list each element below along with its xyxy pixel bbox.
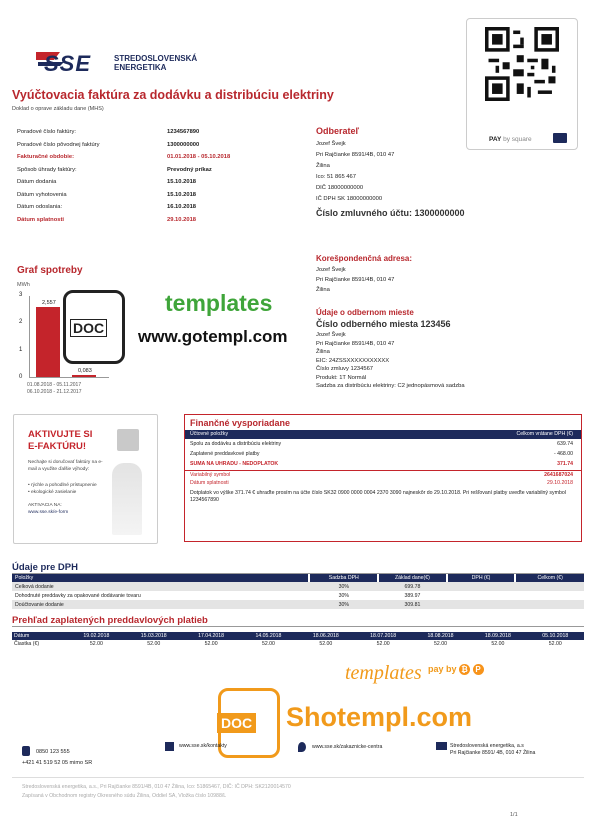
chart-category-label: 01.08.2018 - 05.11.2017 bbox=[27, 382, 82, 388]
place-lines bbox=[316, 331, 586, 391]
bottom-pay-by bbox=[428, 664, 484, 675]
payments-header-cell: 18.08.2018 bbox=[412, 632, 469, 640]
efaktura-panel[interactable] bbox=[13, 414, 158, 544]
customer-icdph: IČ DPH SK 18000000000 bbox=[316, 196, 383, 202]
payments-header-cell: Dátum bbox=[12, 632, 68, 640]
dph-cell: Doúčtovanie dodanie bbox=[15, 601, 64, 608]
place-line: Sadzba za distribúciu elektriny: C2 jednopásmová sadzba bbox=[316, 383, 465, 389]
invoice-info-row bbox=[17, 176, 287, 189]
invoice-info-row bbox=[17, 201, 287, 214]
place-line: Pri Rajčianke 8591/4B, 010 47 bbox=[316, 340, 395, 347]
chart-title: Graf spotreby bbox=[17, 265, 83, 276]
chart-ytick: 3 bbox=[19, 292, 23, 298]
payments-header-cell: 19.02.2018 bbox=[68, 632, 125, 640]
chart-ytick: 2 bbox=[19, 319, 23, 326]
efaktura-title-2: E-FAKTÚRU! bbox=[28, 441, 87, 452]
invoice-info-value: 29.10.2018 bbox=[167, 216, 197, 223]
dph-cell: 30% bbox=[338, 601, 349, 608]
payments-header-cell: 14.05.2018 bbox=[240, 632, 297, 640]
consumption-place-block bbox=[316, 308, 586, 391]
dph-cell: 389.97 bbox=[404, 592, 421, 599]
customer-name: Jozef Švejk bbox=[316, 141, 346, 147]
efaktura-bullet-2: • ekologické zasielanie bbox=[28, 490, 77, 495]
settlement-box bbox=[184, 414, 582, 542]
doc-label: DOC bbox=[70, 319, 107, 337]
payments-cell: 52.00 bbox=[204, 641, 218, 647]
dph-cell: Dohodnuté preddavky za opakované dodávanie tovaru bbox=[15, 592, 141, 599]
payments-header-cell: 18.06.2018 bbox=[297, 632, 354, 640]
web-link-centers[interactable]: www.sse.sk/zakaznicke-centra bbox=[312, 744, 383, 750]
dph-cell bbox=[447, 591, 516, 600]
dph-heading: Údaje pre DPH bbox=[12, 562, 78, 573]
place-line: Produkt: 1T Normál bbox=[316, 374, 367, 381]
customer-dic: DIČ 18000000000 bbox=[316, 185, 364, 191]
dph-row bbox=[12, 582, 584, 591]
watermark-url: www.gotempl.com bbox=[138, 327, 288, 346]
chart-value-label: 0,083 bbox=[78, 367, 92, 374]
payments-cell: 52.00 bbox=[261, 641, 275, 647]
by-square-label: by square bbox=[503, 136, 532, 143]
page-number: 1/1 bbox=[510, 812, 518, 818]
vs-label: Variabilný symbol bbox=[190, 472, 231, 478]
payments-header-cell: 15.03.2018 bbox=[125, 632, 182, 640]
efaktura-link[interactable]: www.sse.sk/e-form bbox=[28, 510, 69, 515]
invoice-info-row bbox=[17, 214, 287, 227]
settlement-row-value: 371.74 bbox=[557, 461, 573, 467]
dph-cell: Celková dodanie bbox=[15, 583, 54, 590]
bottom-watermark-templates: templates bbox=[345, 662, 422, 684]
invoice-info-row bbox=[17, 151, 287, 164]
settlement-row bbox=[185, 460, 581, 470]
payments-row bbox=[12, 640, 584, 648]
chart-categories bbox=[27, 382, 127, 396]
place-line: Číslo zmluvy 1234567 bbox=[316, 366, 374, 372]
footer-line2: Zapísaná v Obchodnom registry Okresného súdu Žilina, Oddiel SA, Vložka číslo 10988/L bbox=[22, 793, 227, 799]
bottom-doc-label: DOC bbox=[217, 713, 256, 733]
chart-category-label: 06.10.2018 - 21.12.2017 bbox=[27, 389, 82, 395]
chart-ytick: 1 bbox=[19, 346, 23, 353]
due-row bbox=[185, 479, 581, 488]
post-line1: Stredoslovenská energetika, a.s bbox=[450, 743, 524, 749]
payments-header-row bbox=[12, 632, 584, 640]
settlement-row-label: Zaplatené preddavkové platby bbox=[190, 451, 260, 457]
hand-tap-icon bbox=[117, 429, 139, 451]
logo-line2: ENERGETIKA bbox=[114, 63, 167, 72]
chart-bar bbox=[72, 375, 96, 377]
dph-header-cell: DPH (€) bbox=[447, 574, 516, 582]
dph-cell bbox=[447, 600, 516, 609]
payments-cell: 52.00 bbox=[147, 641, 161, 647]
chart-ytick: 0 bbox=[19, 374, 23, 380]
payments-header-cell: 05.10.2018 bbox=[527, 632, 584, 640]
efaktura-title-1: AKTIVUJTE SI bbox=[28, 429, 93, 440]
correspondence-city: Žilina bbox=[316, 287, 330, 293]
settlement-row bbox=[185, 440, 581, 450]
invoice-info-value: 15.10.2018 bbox=[167, 191, 197, 198]
web-icon bbox=[165, 742, 174, 751]
company-logo bbox=[34, 48, 214, 78]
post-line2: Pri Rajčianke 8591/ 4B, 010 47 Žilina bbox=[450, 750, 536, 756]
bottom-brand: Shotempl.com bbox=[286, 702, 473, 732]
logo-line1: STREDOSLOVENSKÁ bbox=[114, 54, 198, 63]
due-label: Dátum splatnosti bbox=[190, 480, 229, 486]
dph-cell bbox=[515, 591, 584, 600]
payments-cell: Čiastka (€) bbox=[14, 641, 40, 647]
settlement-row-label: SUMA NA UHRADU - NEDOPLATOK bbox=[190, 461, 279, 467]
phone-secondary: +421 41 519 52 05 mimo SR bbox=[22, 760, 93, 766]
invoice-info-label: Poradové číslo pôvodnej faktúry bbox=[17, 141, 100, 148]
payments-header-cell: 18.09.2018 bbox=[469, 632, 526, 640]
page-title: Vyúčtovacia faktúra za dodávku a distribúciu elektriny bbox=[12, 88, 334, 102]
watermark-templates: templates bbox=[165, 290, 273, 316]
vs-row bbox=[185, 470, 581, 479]
place-line: Žilina bbox=[316, 349, 330, 355]
contract-number: Číslo zmluvného účtu: 1300000000 bbox=[316, 208, 465, 218]
place-heading: Údaje o odbernom mieste bbox=[316, 308, 414, 317]
invoice-info-value: 16.10.2018 bbox=[167, 204, 197, 210]
dph-cell: 309.81 bbox=[404, 601, 421, 608]
correspondence-name: Jozef Švejk bbox=[316, 267, 346, 273]
settlement-note: Dotplatok vo výške 371.74 € uhraďte prosím na účte číslo SK32 0900 0000 0004 2370 3090 najneskôr do 29.10.2018. Pri rešľovaní platby uveďte variabilný symbol 1234567890 bbox=[190, 490, 566, 503]
web-link-contacts[interactable]: www.sse.sk/kontakty bbox=[179, 743, 227, 749]
invoice-info-row bbox=[17, 126, 287, 139]
invoice-info-value: 1234567890 bbox=[167, 129, 200, 135]
payments-header-cell: 18.07.2018 bbox=[354, 632, 411, 640]
chart-ylabel: MWh bbox=[17, 282, 30, 288]
invoice-info-value: 1300000000 bbox=[167, 141, 200, 148]
logo-mark: SSE bbox=[44, 51, 92, 76]
payments-cell: 52.00 bbox=[548, 641, 562, 647]
chart-value-label: 2,557 bbox=[42, 300, 56, 307]
pay-label: PAY bbox=[489, 136, 502, 143]
invoice-info-value: 01.01.2018 - 05.10.2018 bbox=[167, 154, 231, 160]
invoice-info-label: Dátum odoslania: bbox=[17, 204, 63, 210]
correspondence-heading: Korešpondenčná adresa: bbox=[316, 254, 413, 263]
doc-file-icon bbox=[63, 290, 125, 364]
invoice-info-row bbox=[17, 189, 287, 202]
settlement-row-value: 639.74 bbox=[557, 441, 573, 447]
payments-rule bbox=[12, 626, 584, 627]
settlement-row-value: - 468.00 bbox=[553, 451, 573, 457]
efaktura-bullet-1: • rýchle a pohodlné prístupnenie bbox=[28, 483, 97, 488]
paypal-icon: P bbox=[473, 664, 484, 675]
bottom-doc-icon bbox=[218, 688, 280, 758]
dph-cell: 30% bbox=[338, 583, 349, 590]
invoice-info-row bbox=[17, 139, 287, 152]
customer-ico: Ico: 51 865 467 bbox=[316, 174, 356, 180]
settlement-row bbox=[185, 450, 581, 460]
dph-cell: 699.78 bbox=[404, 583, 421, 590]
dph-row bbox=[12, 591, 584, 600]
envelope-icon bbox=[436, 742, 447, 750]
dph-header-cell: Základ dane(€) bbox=[378, 574, 447, 582]
invoice-info-value: 15.10.2018 bbox=[167, 179, 197, 185]
phone-icon bbox=[22, 746, 30, 756]
bitcoin-icon: ₿ bbox=[459, 664, 470, 675]
payments-cell: 52.00 bbox=[491, 641, 505, 647]
settlement-col2: Celkom vrátane DPH (€) bbox=[516, 431, 573, 437]
settlement-row-label: Spolu za dodávku a distribúciu elektriny bbox=[190, 441, 282, 447]
invoice-info-label: Dátum splatnosti bbox=[17, 216, 65, 223]
place-line: Jozef Švejk bbox=[316, 332, 346, 338]
payments-header-cell: 17.04.2018 bbox=[182, 632, 239, 640]
dph-header-cell: Sadzba DPH bbox=[309, 574, 378, 582]
payments-heading: Prehľad zaplatených preddavlových platieb bbox=[12, 615, 208, 626]
payments-cell: 52.00 bbox=[89, 641, 103, 647]
invoice-info-label: Dátum dodania bbox=[17, 179, 57, 185]
customer-heading: Odberateľ bbox=[316, 126, 359, 136]
dph-header-cell: Celkom (€) bbox=[515, 574, 584, 582]
invoice-info-label: Poradové číslo faktúry: bbox=[17, 129, 76, 135]
vs-value: 2641687024 bbox=[544, 472, 573, 478]
footer-rule bbox=[12, 777, 584, 778]
qr-code-icon bbox=[485, 27, 559, 101]
dph-header-row bbox=[12, 574, 584, 582]
settlement-rows bbox=[185, 440, 581, 470]
efaktura-text: Nechajte si doručovať faktúry na e-mail a využite ďalšie výhody: bbox=[28, 460, 103, 472]
settlement-col1: Účtovné položky bbox=[190, 431, 229, 437]
settlement-heading: Finančné vysporiadane bbox=[190, 418, 291, 428]
dph-row bbox=[12, 600, 584, 609]
due-value: 29.10.2018 bbox=[547, 480, 573, 486]
place-line: EIC: 24ZSSXXXXXXXXXXX bbox=[316, 357, 390, 364]
chart-bar bbox=[36, 307, 60, 377]
invoice-info-label: Spôsob úhrady faktúry: bbox=[17, 166, 77, 173]
customer-street: Pri Rajčianke 8591/4B, 010 47 bbox=[316, 152, 395, 158]
person-illustration bbox=[112, 463, 142, 535]
invoice-info-value: Prevodný príkaz bbox=[167, 166, 212, 173]
location-pin-icon bbox=[298, 742, 306, 752]
footer-line1: Stredoslovenská energetika, a.s., Pri Rajčianke 8591/4B, 010 47 Žilina, Ico: 51865467, DIČ: IČ DPH: SK2120014570 bbox=[22, 784, 291, 790]
dph-cell: 30% bbox=[338, 592, 349, 599]
invoice-info-label: Fakturačné obdobie: bbox=[17, 154, 75, 160]
invoice-info-row bbox=[17, 164, 287, 177]
dph-header-cell: Položky bbox=[12, 574, 309, 582]
dph-cell bbox=[515, 582, 584, 591]
invoice-info bbox=[17, 126, 287, 226]
payments-cell: 52.00 bbox=[434, 641, 448, 647]
dph-table bbox=[12, 574, 584, 609]
payments-table bbox=[12, 632, 584, 648]
payments-cell: 52.00 bbox=[319, 641, 333, 647]
pay-by-label: pay by bbox=[428, 664, 457, 674]
page-subtitle: Doklad o oprave základu dane (MHS) bbox=[12, 106, 104, 112]
customer-block bbox=[316, 126, 586, 218]
dph-cell bbox=[447, 582, 516, 591]
phone-primary: 0850 123 555 bbox=[36, 749, 70, 755]
invoice-info-label: Dátum vyhotovenia bbox=[17, 191, 67, 198]
efaktura-activate: AKTIVACIA NA: bbox=[28, 503, 62, 508]
customer-city: Žilina bbox=[316, 163, 330, 169]
payments-cell: 52.00 bbox=[376, 641, 390, 647]
place-number: Číslo odberného miesta 123456 bbox=[316, 319, 451, 329]
correspondence-street: Pri Rajčianke 8591/4B, 010 47 bbox=[316, 277, 395, 283]
settlement-header-row bbox=[185, 430, 581, 439]
dph-cell bbox=[515, 600, 584, 609]
correspondence-block bbox=[316, 254, 586, 295]
